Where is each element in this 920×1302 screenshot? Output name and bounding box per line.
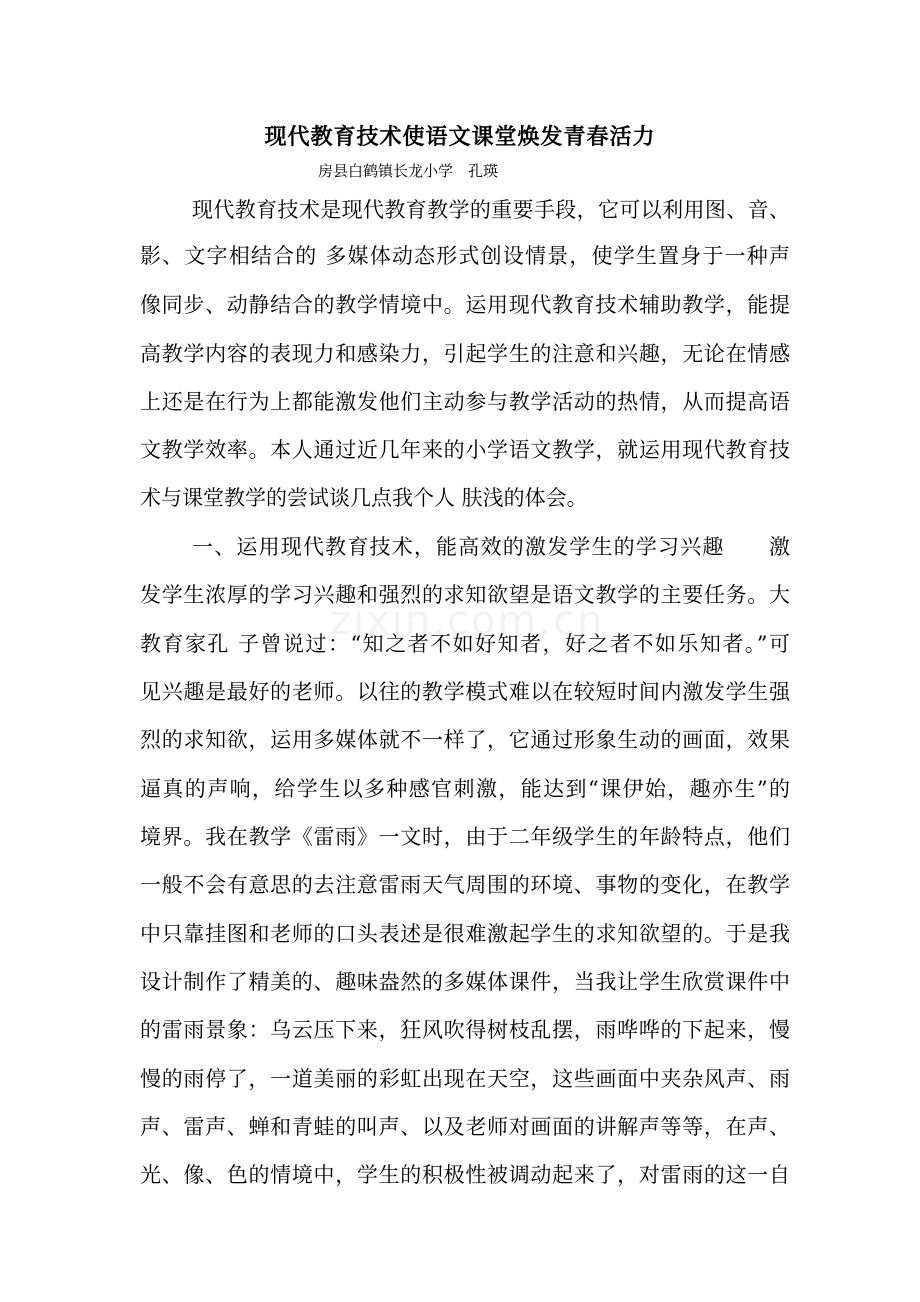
paragraph-line: 高教学内容的表现力和感染力，引起学生的注意和兴趣，无论在情感 (140, 342, 790, 366)
paragraph-line: 术与课堂教学的尝试谈几点我个人 肤浅的体会。 (140, 486, 588, 510)
paragraph-line: 慢的雨停了，一道美丽的彩虹出现在天空，这些画面中夹杂风声、雨 (140, 1067, 790, 1091)
author-line: 房县白鹤镇长龙小学 孔瑛 (318, 162, 499, 180)
paragraph-line: 境界。我在教学《雷雨》一文时，由于二年级学生的年龄特点，他们 (140, 825, 790, 849)
paragraph-line: 声、雷声、蝉和青蛙的叫声、以及老师对画面的讲解声等等，在声、 (140, 1115, 790, 1139)
paragraph-line: 教育家孔 子曾说过：“知之者不如好知者，好之者不如乐知者。”可 (140, 632, 790, 656)
paragraph-line: 见兴趣是最好的老师。以往的教学模式难以在较短时间内激发学生强 (140, 680, 790, 704)
section-heading-line: 一、运用现代教育技术，能高效的激发学生的学习兴趣 激 (192, 535, 790, 559)
paragraph-line: 一般不会有意思的去注意雷雨天气周围的环境、事物的变化，在教学 (140, 873, 790, 897)
paragraph-line: 光、像、色的情境中，学生的积极性被调动起来了，对雷雨的这一自 (140, 1163, 790, 1187)
paragraph-line: 像同步、动静结合的教学情境中。运用现代教育技术辅助教学，能提 (140, 293, 790, 317)
paragraph-line: 文教学效率。本人通过近几年来的小学语文教学，就运用现代教育技 (140, 438, 790, 462)
paragraph-line: 逼真的声响，给学生以多种感官刺激，能达到“课伊始，趣亦生”的 (140, 777, 790, 801)
paragraph-line: 发学生浓厚的学习兴趣和强烈的求知欲望是语文教学的主要任务。大 (140, 583, 790, 607)
paragraph-line: 烈的求知欲，运用多媒体就不一样了，它通过形象生动的画面，效果 (140, 728, 790, 752)
paragraph-line: 设计制作了精美的、趣味盎然的多媒体课件，当我让学生欣赏课件中 (140, 970, 790, 994)
paragraph-line: 的雷雨景象：乌云压下来，狂风吹得树枝乱摆，雨哗哗的下起来，慢 (140, 1018, 790, 1042)
watermark: zixin.com.cn (330, 598, 605, 644)
paragraph-line: 上还是在行为上都能激发他们主动参与教学活动的热情，从而提高语 (140, 390, 790, 414)
document-title: 现代教育技术使语文课堂焕发青春活力 (264, 124, 656, 150)
paragraph-line: 影、文字相结合的 多媒体动态形式创设情景，使学生置身于一种声 (140, 244, 790, 268)
paragraph-line: 中只靠挂图和老师的口头表述是很难激起学生的求知欲望的。于是我 (140, 922, 790, 946)
paragraph-line: 现代教育技术是现代教育教学的重要手段，它可以利用图、音、 (192, 198, 790, 222)
